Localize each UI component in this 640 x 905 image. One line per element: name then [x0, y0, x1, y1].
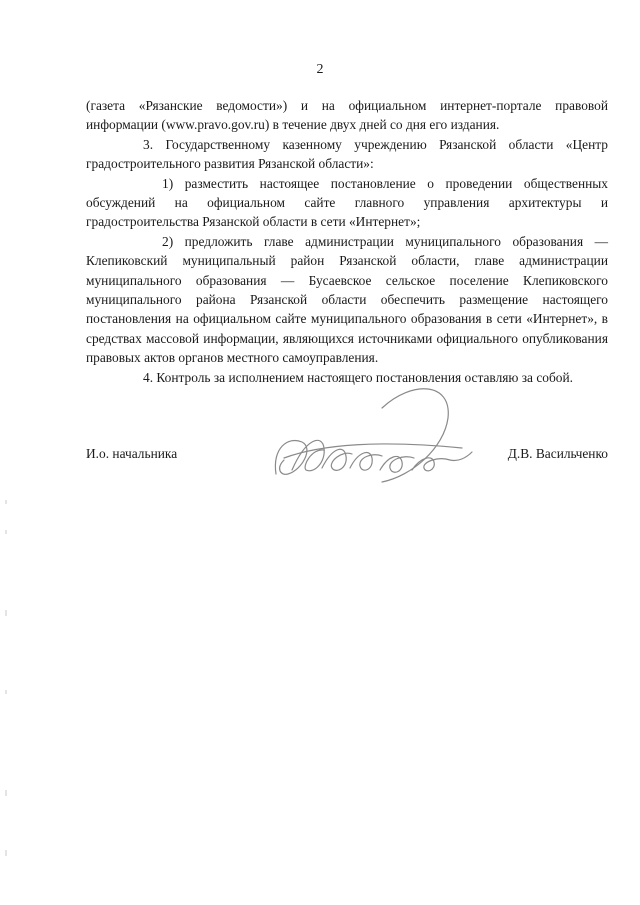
paragraph-subitem-2: 2) предложить главе администрации муниципального образования — Клепиковский муниципальный район Рязанской области, главе администрации муниципального образования — Бусаевское сельское поселение Клепиковского муниципального района Рязанской области обеспечить размещение настоящего постановления на официальном сайте муниципального образования в сети «Интернет», в средствах массовой информации, являющихся источниками официального опубликования правовых актов органов местного самоуправления. [86, 233, 608, 366]
document-body [86, 96, 608, 387]
position-title: И.о. начальника [86, 446, 178, 461]
paragraph-subitem-1: 1) разместить настоящее постановление о проведении общественных обсуждений на официальном сайте главного управления архитектуры и градостроительства Рязанской области в сети «Интернет»; [86, 175, 608, 230]
handwritten-signature [262, 378, 482, 494]
page-number: 2 [316, 62, 324, 77]
signature-row [86, 446, 608, 470]
paragraph-item-4: 4. Контроль за исполнением настоящего постановления оставляю за собой. [143, 369, 574, 385]
signatory-name: Д.В. Васильченко [507, 446, 608, 461]
paragraph-publication: (газета «Рязанские ведомости») и на официальном интернет-портале правовой информации (www.pravo.gov.ru) в течение двух дней со дня его издания. [86, 98, 608, 133]
paragraph-item-3: 3. Государственному казенному учреждению Рязанской области «Центр градостроительного развития Рязанской области»: [86, 136, 608, 172]
scan-margin-marks [4, 490, 8, 890]
